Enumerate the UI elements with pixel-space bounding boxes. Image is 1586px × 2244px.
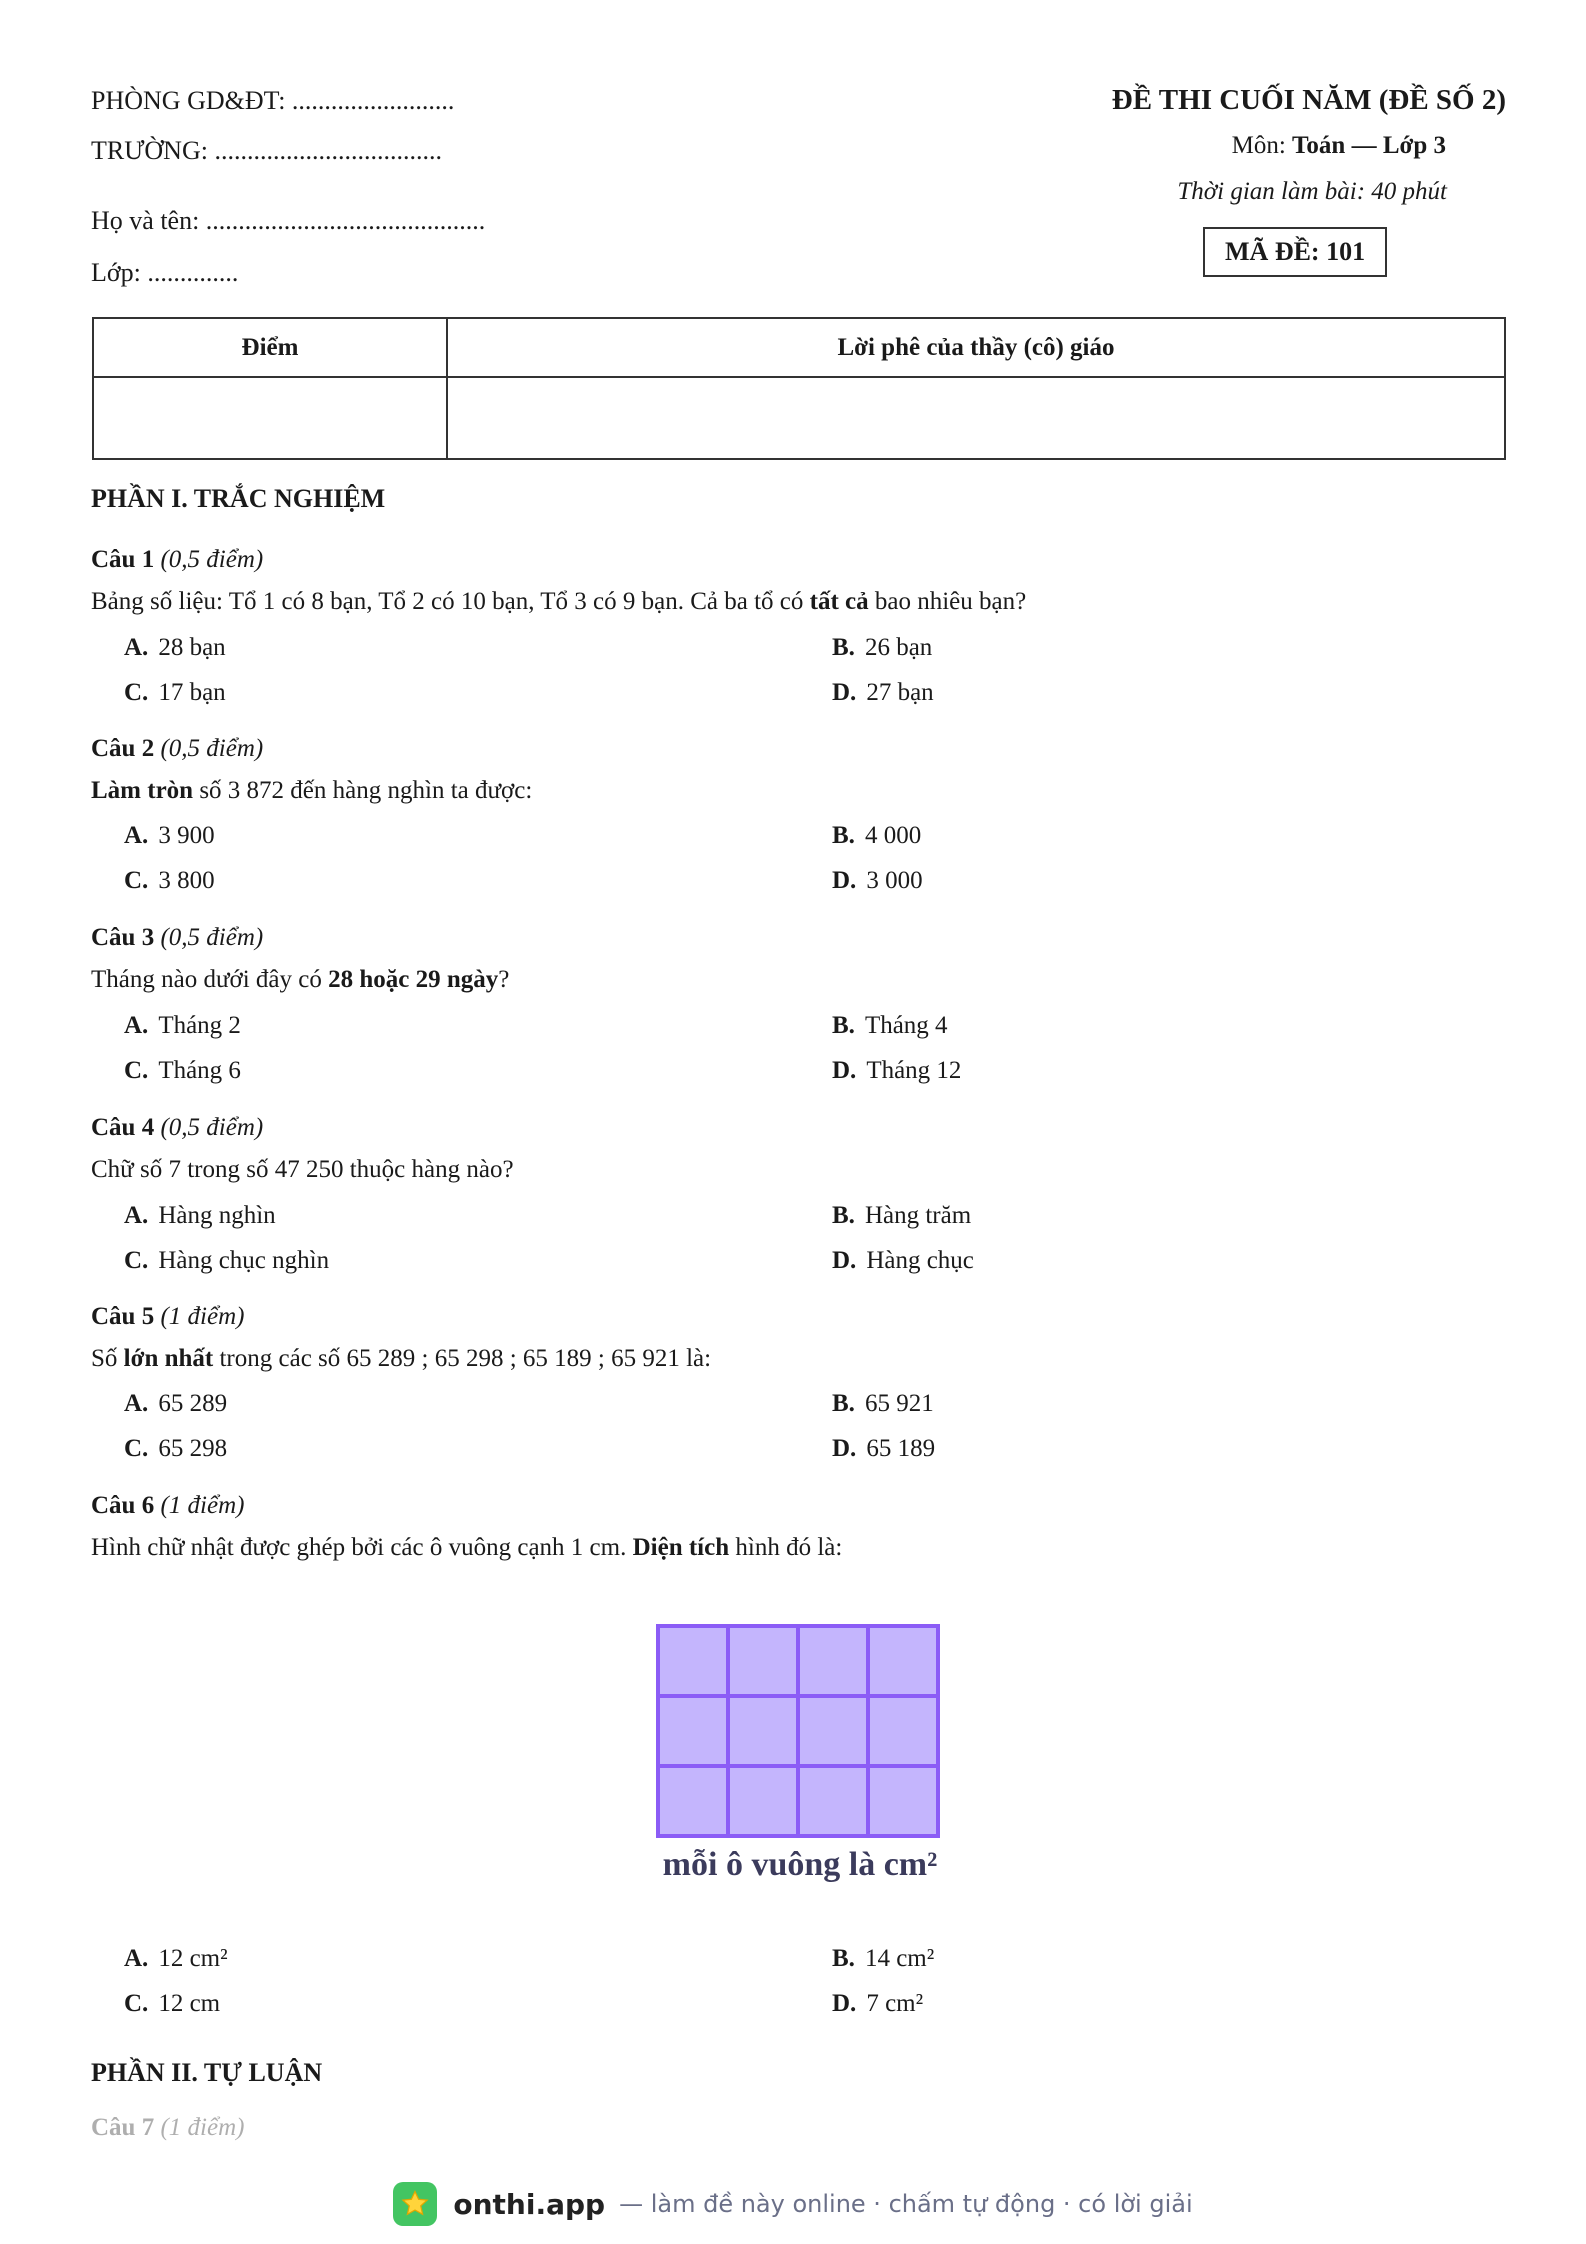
answer-option[interactable] bbox=[124, 1435, 227, 1463]
question-points: (0,5 điểm) bbox=[160, 924, 264, 951]
score-table bbox=[92, 317, 1506, 460]
option-letter: A. bbox=[124, 1390, 149, 1417]
question-text-emphasis: Diện tích bbox=[632, 1534, 730, 1561]
option-letter: D. bbox=[832, 1057, 857, 1084]
star-icon bbox=[393, 2182, 437, 2226]
option-letter: A. bbox=[124, 1945, 149, 1972]
option-letter: D. bbox=[832, 867, 857, 894]
option-text: Hàng trăm bbox=[864, 1202, 972, 1229]
q7-points: (1 điểm) bbox=[160, 2114, 245, 2141]
question-text-part: hình đó là: bbox=[729, 1534, 843, 1561]
grid-square bbox=[728, 1626, 798, 1696]
option-letter: B. bbox=[832, 1012, 855, 1039]
exam-title: ĐỀ THI CUỐI NĂM (ĐỀ SỐ 2) bbox=[1111, 84, 1506, 116]
option-letter: B. bbox=[832, 1390, 855, 1417]
question-text-emphasis: lớn nhất bbox=[123, 1345, 214, 1372]
score-cell[interactable] bbox=[93, 377, 447, 459]
question-text-part: ? bbox=[498, 966, 510, 993]
option-letter: D. bbox=[832, 1435, 857, 1462]
option-text: 27 bạn bbox=[866, 679, 934, 706]
grid-square bbox=[728, 1696, 798, 1766]
subject-line bbox=[1232, 132, 1446, 160]
answer-option[interactable] bbox=[832, 679, 934, 707]
grid-square bbox=[868, 1696, 938, 1766]
option-letter: A. bbox=[124, 1202, 149, 1229]
option-text: 14 cm² bbox=[864, 1945, 935, 1972]
question-text-part: số 3 872 đến hàng nghìn ta được: bbox=[193, 777, 533, 804]
question-label: Câu 1 bbox=[91, 546, 155, 573]
question-text-1 bbox=[91, 588, 1026, 616]
question-text-part: Số bbox=[91, 1345, 124, 1372]
option-text: 3 800 bbox=[158, 867, 215, 894]
answer-option[interactable] bbox=[832, 1435, 935, 1463]
answer-option[interactable] bbox=[124, 1390, 227, 1418]
answer-option[interactable] bbox=[832, 634, 932, 662]
answer-option[interactable] bbox=[124, 1012, 241, 1040]
question-label: Câu 6 bbox=[91, 1492, 155, 1519]
question-label: Câu 4 bbox=[91, 1114, 155, 1141]
option-letter: A. bbox=[124, 1012, 149, 1039]
question-points: (0,5 điểm) bbox=[160, 546, 264, 573]
question-text-part: Hình chữ nhật được ghép bởi các ô vuông cạnh 1 cm. bbox=[91, 1534, 633, 1561]
question-title-1 bbox=[91, 546, 263, 574]
option-text: 65 298 bbox=[158, 1435, 228, 1462]
option-text: Hàng chục bbox=[866, 1247, 974, 1274]
part2-heading: PHẦN II. TỰ LUẬN bbox=[91, 2058, 323, 2087]
answer-option[interactable] bbox=[832, 1057, 961, 1085]
option-letter: C. bbox=[124, 1247, 149, 1274]
question-label: Câu 5 bbox=[91, 1303, 155, 1330]
question-text-6 bbox=[91, 1534, 842, 1562]
question-title-6 bbox=[91, 1492, 244, 1520]
grid-square bbox=[658, 1626, 728, 1696]
question-text-part: Chữ số 7 trong số 47 250 thuộc hàng nào? bbox=[91, 1156, 514, 1183]
option-text: 28 bạn bbox=[158, 634, 226, 661]
answer-option[interactable] bbox=[124, 634, 226, 662]
question-text-2 bbox=[91, 777, 532, 805]
question-points: (1 điểm) bbox=[160, 1303, 245, 1330]
lop-line: Lớp: .............. bbox=[91, 258, 239, 287]
grid-square bbox=[728, 1766, 798, 1836]
answer-option[interactable] bbox=[832, 822, 921, 850]
option-letter: A. bbox=[124, 634, 149, 661]
question-points: (1 điểm) bbox=[160, 1492, 245, 1519]
option-text: Tháng 4 bbox=[864, 1012, 948, 1039]
grid-square bbox=[868, 1626, 938, 1696]
question-title-4 bbox=[91, 1114, 263, 1142]
footer-tagline: — làm đề này online · chấm tự động · có lời giải bbox=[619, 2190, 1193, 2218]
comment-header: Lời phê của thầy (cô) giáo bbox=[447, 318, 1505, 377]
option-text: Hàng chục nghìn bbox=[158, 1247, 330, 1274]
grid-square bbox=[868, 1766, 938, 1836]
option-letter: D. bbox=[832, 679, 857, 706]
answer-option[interactable] bbox=[832, 867, 923, 895]
question-text-emphasis: 28 hoặc 29 ngày bbox=[328, 966, 499, 993]
question-label: Câu 3 bbox=[91, 924, 155, 951]
question-label: Câu 2 bbox=[91, 735, 155, 762]
answer-option[interactable] bbox=[832, 1247, 974, 1275]
option-letter: C. bbox=[124, 867, 149, 894]
grid-square bbox=[658, 1696, 728, 1766]
option-letter: C. bbox=[124, 1435, 149, 1462]
answer-option[interactable] bbox=[832, 1202, 971, 1230]
option-text: 12 cm² bbox=[158, 1945, 228, 1972]
part1-heading: PHẦN I. TRẮC NGHIỆM bbox=[91, 484, 386, 513]
answer-option[interactable] bbox=[124, 1247, 329, 1275]
answer-option[interactable] bbox=[832, 1990, 923, 2018]
option-text: 4 000 bbox=[864, 822, 922, 849]
option-letter: A. bbox=[124, 822, 149, 849]
answer-option[interactable] bbox=[124, 822, 215, 850]
answer-option[interactable] bbox=[832, 1390, 934, 1418]
footer-banner[interactable] bbox=[0, 2176, 1586, 2232]
answer-option[interactable] bbox=[124, 1945, 228, 1973]
answer-option[interactable] bbox=[832, 1945, 934, 1973]
q7-label: Câu 7 bbox=[91, 2114, 155, 2141]
option-text: 12 cm bbox=[158, 1990, 221, 2017]
question-points: (0,5 điểm) bbox=[160, 1114, 264, 1141]
option-text: 3 900 bbox=[158, 822, 215, 849]
option-text: Tháng 6 bbox=[158, 1057, 241, 1084]
option-letter: D. bbox=[832, 1247, 857, 1274]
ho-ten-line: Họ và tên: ........................................... bbox=[91, 206, 486, 235]
question-title-7 bbox=[91, 2114, 244, 2142]
option-letter: B. bbox=[832, 1202, 855, 1229]
question-text-part: bao nhiêu bạn? bbox=[868, 588, 1027, 615]
grid-square bbox=[658, 1766, 728, 1836]
answer-option[interactable] bbox=[124, 867, 215, 895]
option-letter: B. bbox=[832, 1945, 855, 1972]
option-letter: C. bbox=[124, 1990, 149, 2017]
footer-brand[interactable]: onthi.app bbox=[453, 2187, 606, 2221]
question-text-part: Bảng số liệu: Tổ 1 có 8 bạn, Tổ 2 có 10 bạn, Tổ 3 có 9 bạn. Cả ba tổ có bbox=[91, 588, 810, 615]
square-grid-figure bbox=[654, 1622, 944, 1840]
question-text-emphasis: Làm tròn bbox=[91, 777, 194, 804]
question-title-2 bbox=[91, 735, 263, 763]
option-text: 65 921 bbox=[864, 1390, 934, 1417]
question-text-5 bbox=[91, 1345, 711, 1373]
answer-option[interactable] bbox=[832, 1012, 948, 1040]
option-letter: B. bbox=[832, 634, 855, 661]
option-text: 26 bạn bbox=[864, 634, 933, 661]
option-letter: B. bbox=[832, 822, 855, 849]
option-text: Tháng 2 bbox=[158, 1012, 241, 1039]
answer-option[interactable] bbox=[124, 1990, 220, 2018]
option-text: Hàng nghìn bbox=[158, 1202, 276, 1229]
option-letter: C. bbox=[124, 679, 149, 706]
grid-square bbox=[798, 1626, 868, 1696]
question-text-part: trong các số 65 289 ; 65 298 ; 65 189 ; 65 921 là: bbox=[213, 1345, 712, 1372]
question-text-part: Tháng nào dưới đây có bbox=[91, 966, 329, 993]
phong-gd-line: PHÒNG GD&ĐT: ......................... bbox=[91, 86, 455, 115]
question-points: (0,5 điểm) bbox=[160, 735, 264, 762]
option-text: 7 cm² bbox=[866, 1990, 924, 2017]
question-title-3 bbox=[91, 924, 263, 952]
figure-caption: mỗi ô vuông là cm² bbox=[662, 1846, 938, 1883]
answer-option[interactable] bbox=[124, 1057, 241, 1085]
time-line: Thời gian làm bài: 40 phút bbox=[1177, 178, 1447, 205]
option-text: 65 189 bbox=[866, 1435, 936, 1462]
question-text-emphasis: tất cả bbox=[809, 588, 869, 615]
score-header: Điểm bbox=[93, 318, 447, 377]
option-letter: D. bbox=[832, 1990, 857, 2017]
option-text: 65 289 bbox=[158, 1390, 228, 1417]
truong-line: TRƯỜNG: ................................... bbox=[91, 136, 442, 165]
question-title-5 bbox=[91, 1303, 244, 1331]
mon-value: Toán — Lớp 3 bbox=[1292, 132, 1446, 159]
option-letter: C. bbox=[124, 1057, 149, 1084]
grid-square bbox=[798, 1696, 868, 1766]
option-text: 17 bạn bbox=[158, 679, 226, 706]
answer-option[interactable] bbox=[124, 1202, 276, 1230]
question-text-3 bbox=[91, 966, 509, 994]
question-text-4 bbox=[91, 1156, 514, 1184]
grid-square bbox=[798, 1766, 868, 1836]
option-text: Tháng 12 bbox=[866, 1057, 962, 1084]
option-text: 3 000 bbox=[866, 867, 923, 894]
answer-option[interactable] bbox=[124, 679, 226, 707]
ma-de-box: MÃ ĐỀ: 101 bbox=[1203, 227, 1387, 277]
mon-label: Môn: bbox=[1231, 132, 1286, 159]
comment-cell[interactable] bbox=[447, 377, 1505, 459]
